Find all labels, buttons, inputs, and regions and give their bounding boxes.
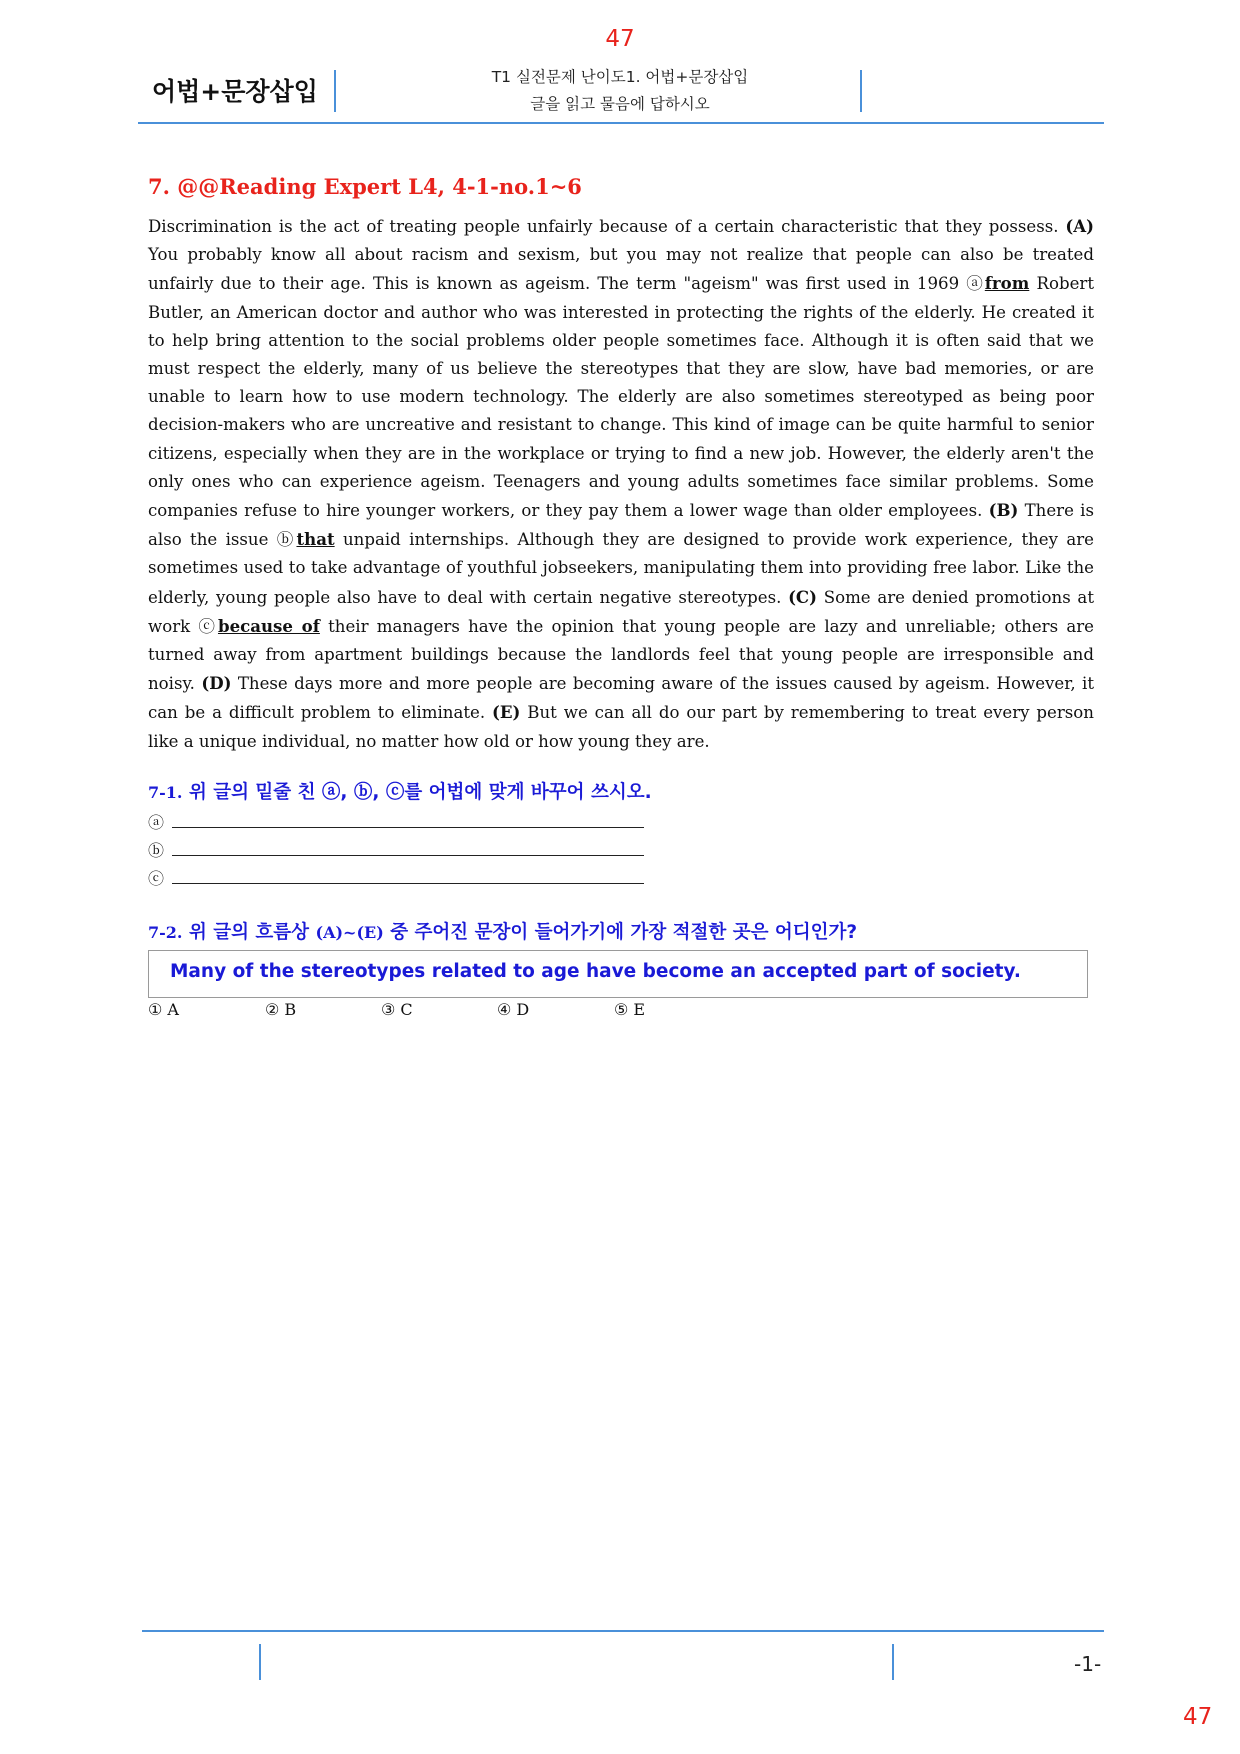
blank-label-b: ⓑ xyxy=(148,841,165,860)
subquestion-7-1 xyxy=(148,778,652,804)
passage-text: Robert Butler, an American doctor and author who was interested in protecting the rights of the elderly. He created it to help bring attention to the social problems older people sometimes face. Although it is often said that we must respect the elderly, many of us believe the stereotypes that they are slow, have bad memories, or are unable to learn how to use modern technology. The elderly are also sometimes stereotyped as being poor decision-makers who are uncreative and resistant to change. This kind of image can be quite harmful to senior citizens, especially when they are in the workplace or trying to find a new job. However, the elderly aren't the only ones who can experience ageism. Teenagers and young adults sometimes face similar problems. Some companies refuse to hire younger workers, or they pay them a lower wage than older employees. xyxy=(148,274,1095,521)
passage-text: Discrimination is the act of treating people unfairly because of a certain characteristic that they possess. xyxy=(148,217,1066,236)
header-subtitle-line2: 글을 읽고 물음에 답하시오 xyxy=(530,95,710,113)
passage-text: Some are denied promotions at work xyxy=(148,587,1094,636)
blank-line xyxy=(172,841,644,856)
subquestion-number: 7-2. xyxy=(148,923,183,942)
passage-text: You probably know all about racism and sexism, but you may not realize that people can also be treated unfairly due to their age. This is known as ageism. The term "ageism" was first used in 1969 xyxy=(148,245,1094,294)
blank-label-a: ⓐ xyxy=(148,813,165,832)
option-5[interactable]: ⑤ E xyxy=(614,1000,646,1019)
subquestion-7-2 xyxy=(148,918,857,944)
page-indicator: -1- xyxy=(1074,1652,1102,1676)
subquestion-text-after: 중 주어진 문장이 들어가기에 가장 적절한 곳은 어디인가? xyxy=(390,922,858,943)
footer-divider-left xyxy=(259,1644,261,1680)
option-4[interactable]: ④ D xyxy=(497,1000,530,1019)
circled-b: ⓑ xyxy=(276,530,297,550)
header-divider-left xyxy=(334,70,336,112)
bottom-page-number: 47 xyxy=(1183,1704,1213,1730)
option-3[interactable]: ③ C xyxy=(381,1000,413,1019)
subquestion-number: 7-1. xyxy=(148,783,183,802)
underlined-c: because of xyxy=(217,615,320,636)
subquestion-text-before: 위 글의 흐름상 xyxy=(188,922,310,943)
marker-e: (E) xyxy=(492,702,521,723)
blank-line xyxy=(172,813,644,828)
given-sentence: Many of the stereotypes related to age have become an accepted part of society. xyxy=(170,961,1021,982)
passage-text: unpaid internships. Although they are designed to provide work experience, they are sometimes used to take advantage of youthful jobseekers, manipulating them into providing free labor. Like the elderly, young people also have to deal with certain negative stereotypes. xyxy=(148,530,1094,607)
answer-blank-b[interactable] xyxy=(148,838,644,861)
header-rule xyxy=(138,122,1104,124)
marker-a: (A) xyxy=(1065,216,1094,236)
marker-d: (D) xyxy=(201,673,232,694)
answer-blank-c[interactable] xyxy=(148,866,644,889)
passage-text: There is also the issue xyxy=(148,501,1094,550)
section-title: 어법+문장삽입 xyxy=(152,77,318,106)
subquestion-text: 위 글의 밑줄 친 ⓐ, ⓑ, ⓒ를 어법에 맞게 바꾸어 쓰시오. xyxy=(188,782,652,803)
marker-c: (C) xyxy=(788,586,817,607)
passage-text: These days more and more people are becoming aware of the issues caused by ageism. However, it can be a difficult problem to eliminate. xyxy=(148,674,1094,723)
subquestion-range: (A)~(E) xyxy=(315,923,384,942)
blank-line xyxy=(172,869,644,884)
passage-text: their managers have the opinion that young people are lazy and unreliable; others are turned away from apartment buildings because the landlords feel that young people are irresponsible and noisy. xyxy=(148,616,1094,694)
passage-text: But we can all do our part by remembering to treat every person like a unique individual, no matter how old or how young they are. xyxy=(148,703,1094,751)
answer-blank-a[interactable] xyxy=(148,810,644,833)
underlined-b: that xyxy=(296,529,335,550)
blank-label-c: ⓒ xyxy=(148,869,165,888)
header-divider-right xyxy=(860,70,862,112)
footer-divider-right xyxy=(892,1644,894,1680)
underlined-a: from xyxy=(984,273,1030,294)
header-subtitle xyxy=(380,64,860,118)
option-1[interactable]: ① A xyxy=(148,1000,179,1019)
footer-rule xyxy=(142,1630,1104,1632)
circled-a: ⓐ xyxy=(966,274,985,294)
circled-c: ⓒ xyxy=(198,616,218,636)
option-2[interactable]: ② B xyxy=(265,1000,297,1019)
given-sentence-box xyxy=(148,950,1088,998)
reading-passage xyxy=(148,212,1094,756)
header-subtitle-line1: T1 실전문제 난이도1. 어법+문장삽입 xyxy=(491,68,749,86)
question-title: 7. @@Reading Expert L4, 4-1-no.1~6 xyxy=(148,174,582,199)
marker-b: (B) xyxy=(988,500,1019,521)
top-page-number: 47 xyxy=(605,26,635,52)
